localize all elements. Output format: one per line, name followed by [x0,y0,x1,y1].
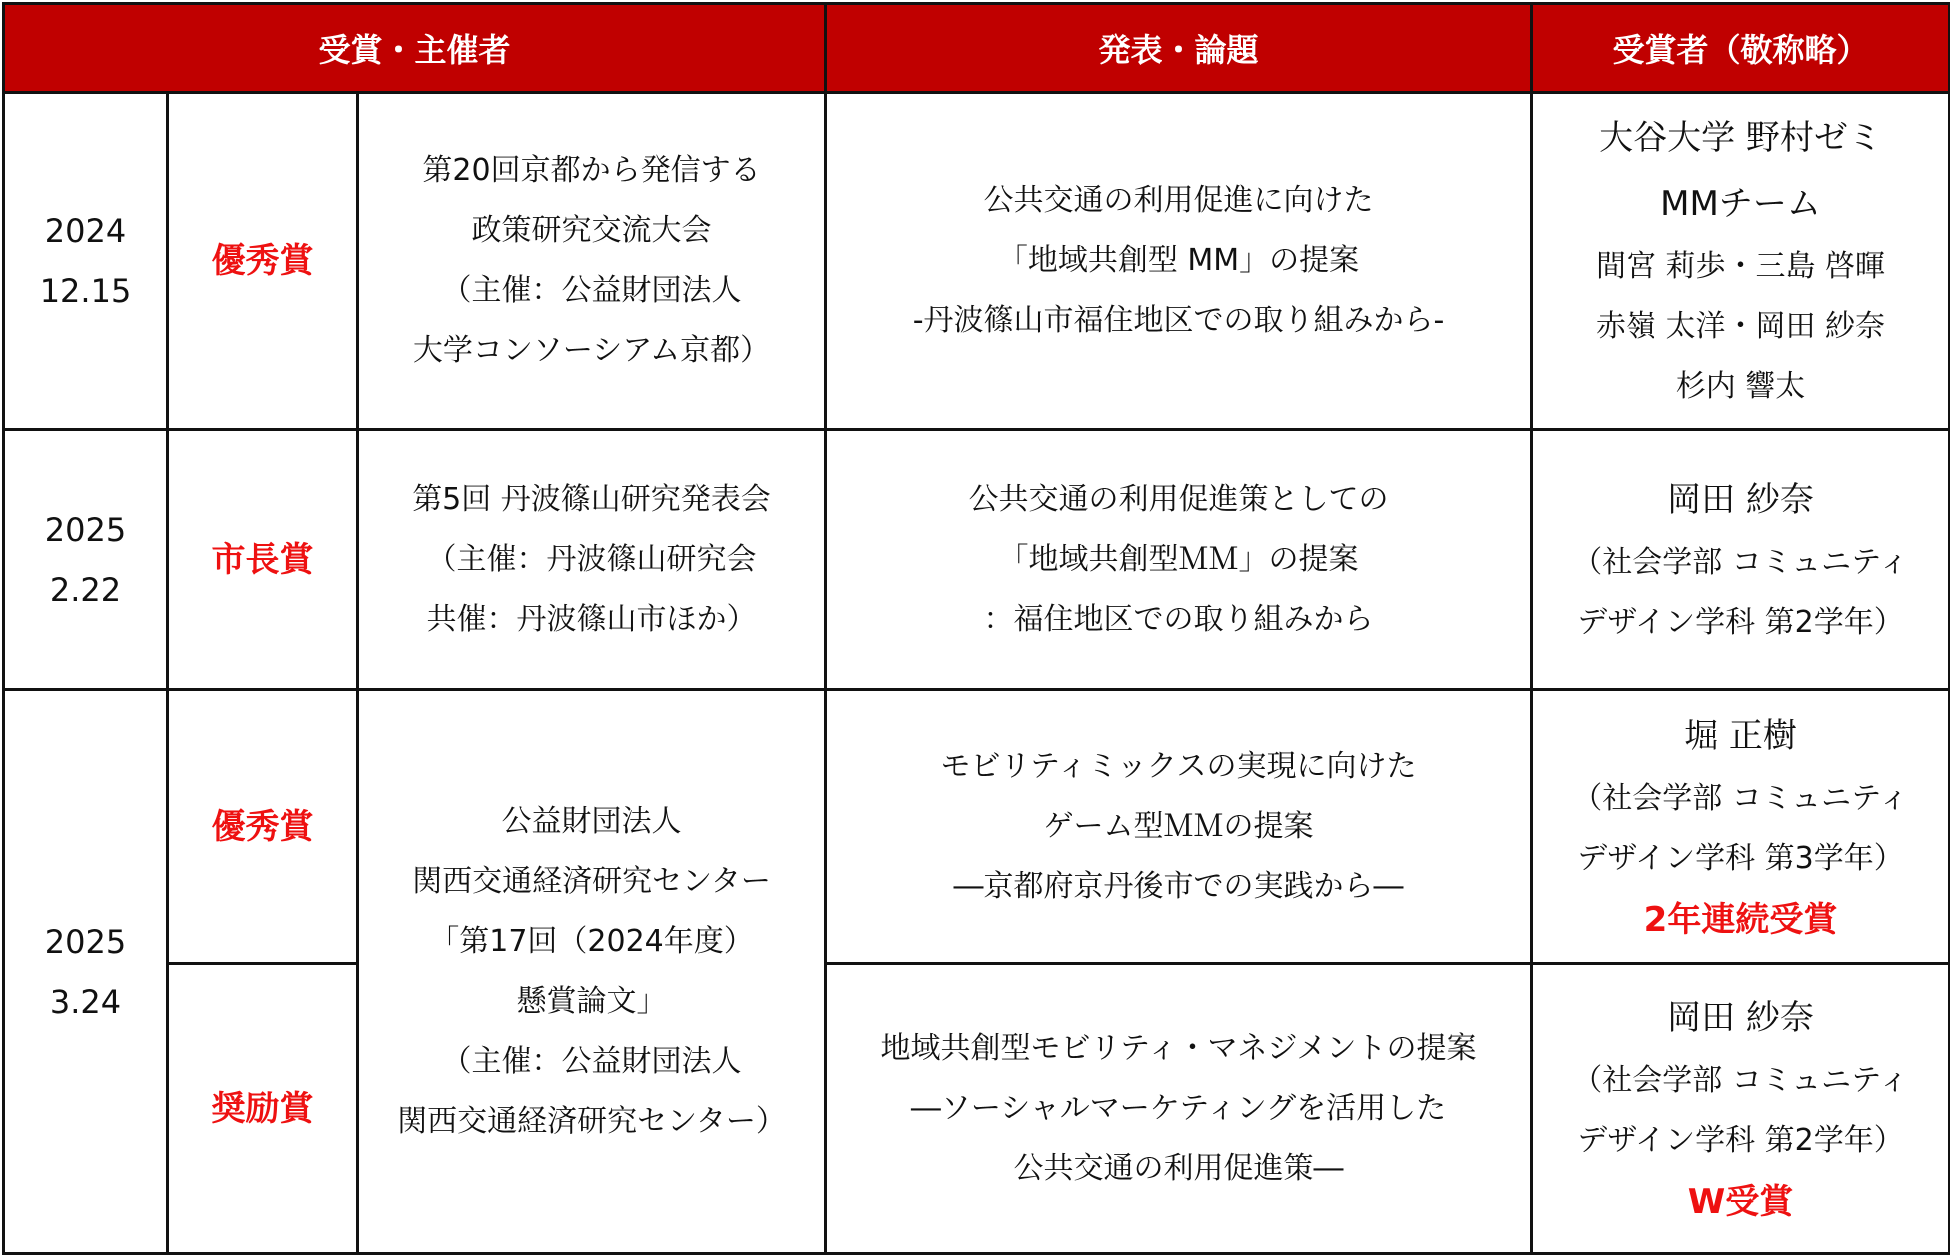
title-cell [826,964,1532,1254]
winner-cell [1532,430,1950,690]
event-line: 第20回京都から発信する [422,153,761,188]
title-cell [826,93,1532,430]
event-line: 公益財団法人 [501,803,682,839]
winner-cell [1532,964,1950,1254]
title-line: 地域共創型モビリティ・マネジメントの提案 [880,1030,1477,1066]
award-note: 2年連続受賞 [1643,899,1838,940]
winner-line: デザイン学科 第2学年） [1577,604,1904,640]
award-name: 優秀賞 [168,93,358,430]
winner-name: 岡田 紗奈 [1667,479,1814,520]
table-row [4,93,1950,430]
event-line: 関西交通経済研究センター） [397,1103,786,1139]
date-cell [4,430,168,690]
title-line: ゲーム型ＭＭの提案 [1043,808,1314,844]
winner-line: 杉内 響太 [1675,369,1806,404]
header-award-organizer: 受賞・主催者 [4,4,826,93]
event-line: 共催：丹波篠山市ほか） [426,601,757,637]
winner-name: MMチーム [1660,184,1821,224]
event-line: （主催：公益財団法人 [441,273,742,308]
event-line: 大学コンソーシアム京都） [412,333,771,368]
title-line: 「地域共創型 MM」の提案 [997,243,1360,278]
date-cell [4,690,168,1254]
table-row [4,430,1950,690]
event-line: 政策研究交流大会 [471,213,712,248]
header-row [4,4,1950,93]
title-cell [826,430,1532,690]
award-name: 優秀賞 [168,690,358,964]
date-year: 2024 [44,212,127,250]
winner-line: 間宮 莉歩・三島 啓暉 [1595,249,1886,284]
title-line: 公共交通の利用促進策としての [968,481,1389,517]
winner-line: （社会学部 コミュニティ [1572,544,1909,580]
event-line: 懸賞論文」 [516,983,667,1019]
title-cell [826,690,1532,964]
title-line: ―ソーシャルマーケティングを活用した [910,1090,1447,1126]
date-day: 3.24 [49,982,122,1021]
event-cell [358,430,826,690]
event-line: （主催：公益財団法人 [441,1043,742,1079]
date-day: 12.15 [39,272,132,310]
table-row [4,690,1950,964]
winner-line: 赤嶺 太洋・岡田 紗奈 [1595,309,1886,344]
awards-table [2,2,1950,1255]
winner-line: デザイン学科 第2学年） [1577,1122,1904,1158]
event-line: 第5回 丹波篠山研究発表会 [412,481,771,517]
title-line: 「地域共創型ＭＭ」の提案 [998,541,1359,577]
event-cell [358,690,826,1254]
winner-name: 大谷大学 野村ゼミ [1599,118,1882,158]
winner-cell [1532,690,1950,964]
event-line: 関西交通経済研究センター [412,863,771,899]
winner-line: （社会学部 コミュニティ [1572,780,1909,816]
event-line: 「第17回（2024年度） [429,923,754,959]
title-line: ―京都府京丹後市での実践から― [953,868,1404,904]
winner-name: 岡田 紗奈 [1667,997,1814,1038]
award-name: 市長賞 [168,430,358,690]
title-line: 公共交通の利用促進策― [1013,1150,1344,1186]
title-line: -丹波篠山市福住地区での取り組みから- [912,303,1445,338]
winner-name: 堀 正樹 [1684,715,1797,756]
winner-cell [1532,93,1950,430]
date-day: 2.22 [49,570,122,609]
title-line: ：福住地区での取り組みから [983,601,1374,637]
date-cell [4,93,168,430]
title-line: 公共交通の利用促進に向けた [983,183,1374,218]
award-note: W受賞 [1687,1181,1794,1222]
header-presentation-title: 発表・論題 [826,4,1532,93]
header-winners: 受賞者（敬称略） [1532,4,1950,93]
event-cell [358,93,826,430]
winner-line: デザイン学科 第3学年） [1577,840,1904,876]
table-row [4,964,1950,1254]
event-line: （主催：丹波篠山研究会 [426,541,757,577]
award-name: 奨励賞 [168,964,358,1254]
date-year: 2025 [44,922,127,961]
title-line: モビリティミックスの実現に向けた [940,748,1417,784]
date-year: 2025 [44,510,127,549]
winner-line: （社会学部 コミュニティ [1572,1062,1909,1098]
